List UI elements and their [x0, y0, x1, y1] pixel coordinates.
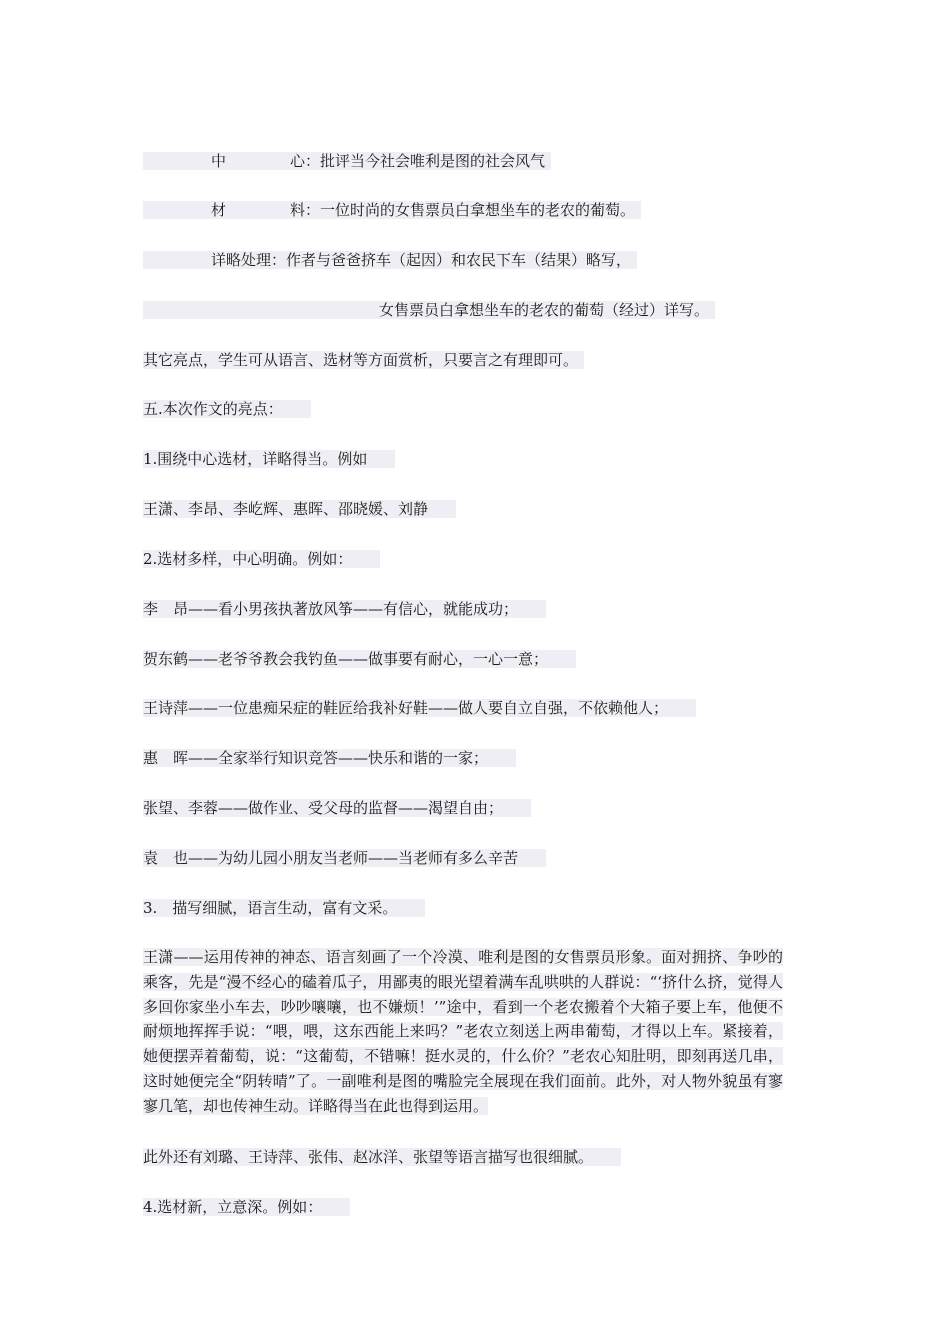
detail-text: 详略处理：作者与爸爸挤车（起因）和农民下车（结果）略写，	[211, 251, 632, 269]
center-label-a: 中	[211, 152, 227, 170]
point-3-paragraph	[143, 945, 783, 1119]
example-text: 王诗萍——一位患痴呆症的鞋匠给我补好鞋——做人要自立自强，不依赖他人；	[143, 699, 696, 717]
point-3-heading	[143, 899, 425, 919]
point-2-text: 2.选材多样，中心明确。例如：	[143, 550, 380, 568]
summary-material-line	[143, 201, 641, 221]
point-4-heading	[143, 1198, 350, 1218]
point-3-text: 3. 描写细腻，语言生动，富有文采。	[143, 899, 425, 917]
point-3-paragraph-text: 王潇——运用传神的神态、语言刻画了一个冷漠、唯利是图的女售票员形象。面对拥挤、争吵的乘客，先是“漫不经心的磕着瓜子，用鄙夷的眼光望着满车乱哄哄的人群说：“‘挤什么挤，觉得人多回你家坐小车去，吵吵嚷嚷，也不嫌烦！’”途中，看到一个老农搬着个大箱子要上车，他便不耐烦地挥挥手说：“喂，喂，这东西能上来吗？”老农立刻送上两串葡萄，才得以上车。紧接着，她便摆弄着葡萄，说：“这葡萄，不错嘛！挺水灵的，什么价？”老农心知肚明，即刻再送几串，这时她便完全“阴转晴”了。一副唯利是图的嘴脸完全展现在我们面前。此外，对人物外貌虽有寥寥几笔，却也传神生动。详略得当在此也得到运用。	[143, 948, 783, 1115]
example-item	[143, 650, 576, 670]
example-item	[143, 849, 546, 869]
example-text: 袁 也——为幼儿园小朋友当老师——当老师有多么辛苦	[143, 849, 546, 867]
section-heading-text: 五.本次作文的亮点：	[143, 400, 311, 418]
example-item	[143, 600, 546, 620]
point-1-names	[143, 500, 456, 520]
section-heading	[143, 400, 311, 420]
point-1-text: 1.围绕中心选材，详略得当。例如	[143, 450, 395, 468]
example-text: 李 昂——看小男孩执著放风筝——有信心，就能成功；	[143, 600, 546, 618]
summary-center-line	[143, 152, 551, 172]
example-text: 贺东鹤——老爷爷教会我钓鱼——做事要有耐心，一心一意；	[143, 650, 576, 668]
center-text: 心：批评当今社会唯利是图的社会风气	[290, 152, 546, 170]
example-text: 张望、李蓉——做作业、受父母的监督——渴望自由；	[143, 799, 531, 817]
point-2-heading	[143, 550, 380, 570]
summary-detail-line	[143, 251, 637, 271]
example-item	[143, 749, 516, 769]
point-1-names-text: 王潇、李昂、李屹辉、惠晖、邵晓媛、刘静	[143, 500, 456, 518]
point-4-text: 4.选材新，立意深。例如：	[143, 1198, 350, 1216]
other-highlights-text: 其它亮点，学生可从语言、选材等方面赏析，只要言之有理即可。	[143, 351, 584, 369]
additional-note	[143, 1148, 621, 1168]
additional-note-text: 此外还有刘璐、王诗萍、张伟、赵冰洋、张望等语言描写也很细腻。	[143, 1148, 621, 1166]
material-text: 料：一位时尚的女售票员白拿想坐车的老农的葡萄。	[290, 201, 636, 219]
summary-detail-line-2	[143, 301, 715, 321]
material-label-a: 材	[211, 201, 227, 219]
detail-text-2: 女售票员白拿想坐车的老农的葡萄（经过）详写。	[379, 301, 710, 319]
other-highlights-line	[143, 351, 584, 371]
example-item	[143, 799, 531, 819]
example-item	[143, 699, 696, 719]
example-text: 惠 晖——全家举行知识竞答——快乐和谐的一家；	[143, 749, 516, 767]
point-1-heading	[143, 450, 395, 470]
